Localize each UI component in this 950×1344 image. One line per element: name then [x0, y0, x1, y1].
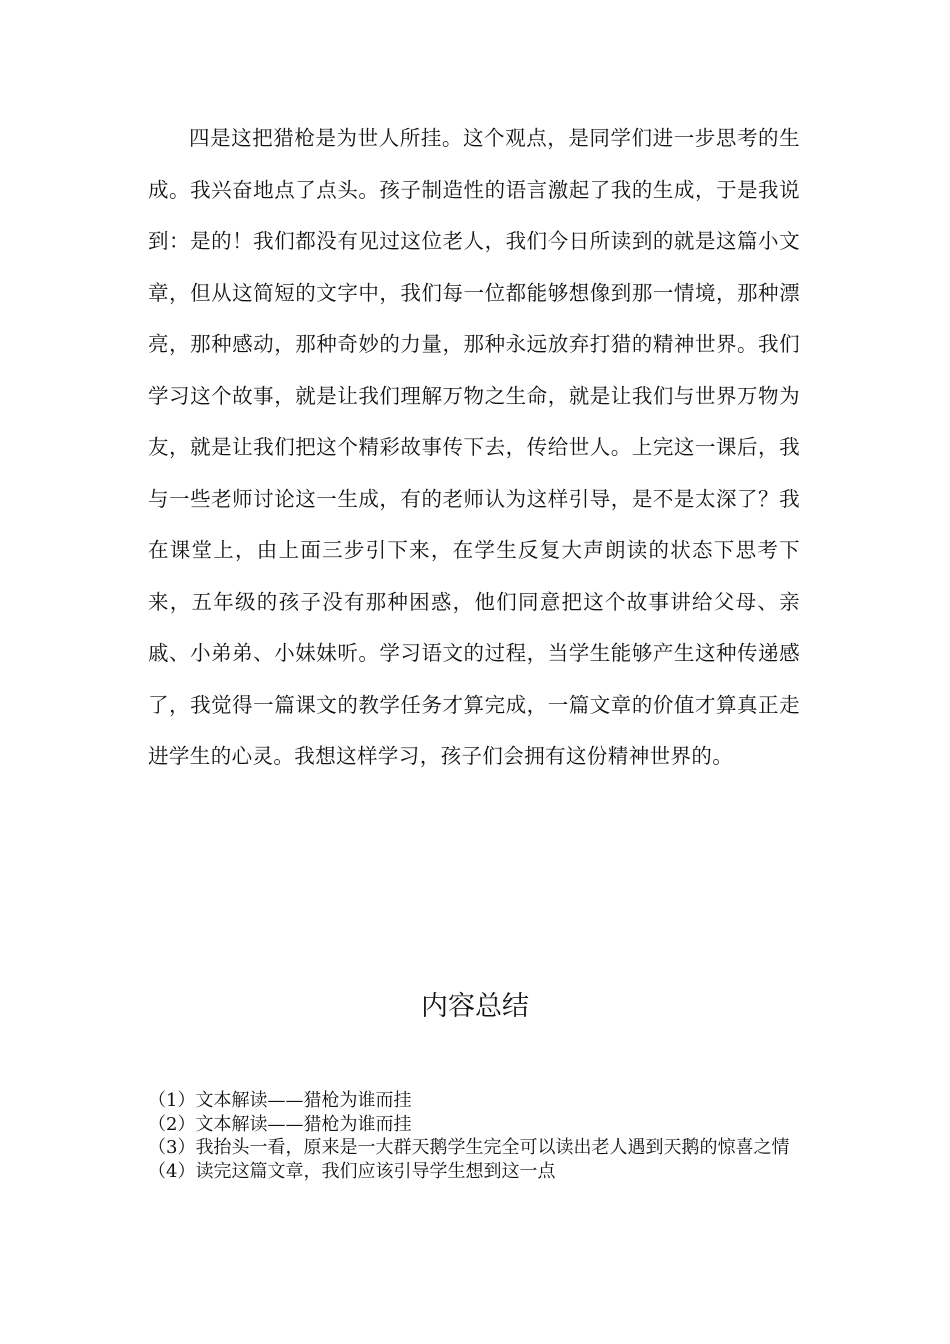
summary-item-4: （4）读完这篇文章，我们应该引导学生想到这一点 [148, 1160, 556, 1182]
summary-list [148, 1089, 804, 1183]
summary-item-2: （2）文本解读——猎枪为谁而挂 [148, 1113, 412, 1135]
summary-title: 内容总结 [421, 991, 529, 1022]
summary-item-1: （1）文本解读——猎枪为谁而挂 [148, 1090, 412, 1111]
body-paragraph: 四是这把猎枪是为世人所挂。这个观点，是同学们进一步思考的生成。我兴奋地点了点头。孩子制造性的语言激起了我的生成，于是我说到：是的！我们都没有见过这位老人，我们今日所读到的就是这篇小文章，但从这简短的文字中，我们每一位都能够想像到那一情境，那种漂亮，那种感动，那种奇妙的力量，那种永远放弃打猎的精神世界。我们学习这个故事，就是让我们理解万物之生命，就是让我们与世界万物为友，就是让我们把这个精彩故事传下去，传给世人。上完这一课后，我与一些老师讨论这一生成，有的老师认为这样引导，是不是太深了？我在课堂上，由上面三步引下来，在学生反复大声朗读的状态下思考下来，五年级的孩子没有那种困惑，他们同意把这个故事讲给父母、亲戚、小弟弟、小妹妹听。学习语文的过程，当学生能够产生这种传递感了，我觉得一篇课文的教学任务才算完成，一篇文章的价值才算真正走进学生的心灵。我想这样学习，孩子们会拥有这份精神世界的。 [148, 126, 800, 768]
summary-item-3: （3）我抬头一看，原来是一大群天鹅学生完全可以读出老人遇到天鹅的惊喜之情 [148, 1137, 790, 1158]
